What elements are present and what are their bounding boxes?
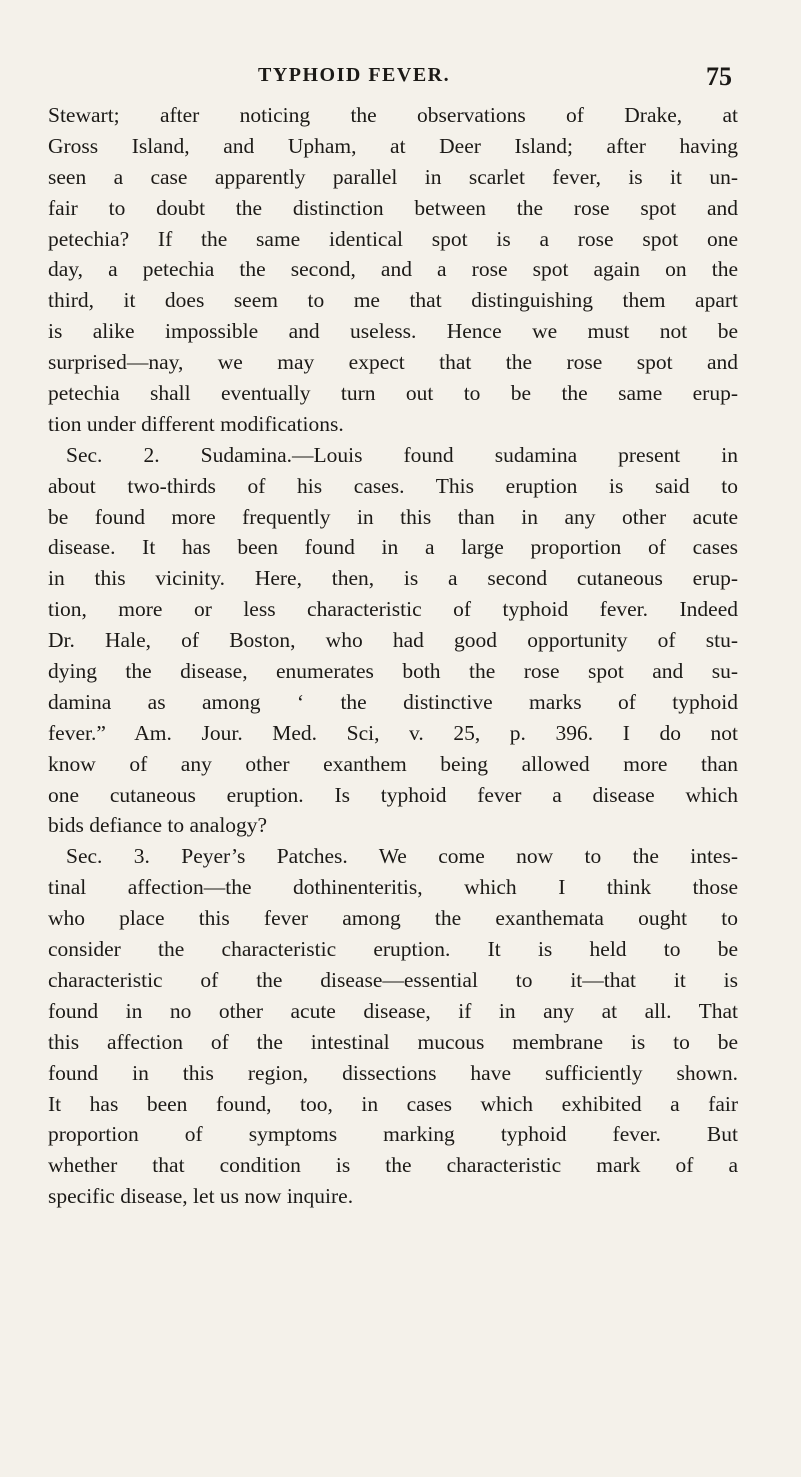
- text-line: fair to doubt the distinction between the rose spot and: [48, 195, 738, 220]
- section-3-heading-line: Sec. 3. Peyer’s Patches. We come now to the intes-: [66, 844, 738, 869]
- text-line: surprised—nay, we may expect that the rose spot and: [48, 350, 738, 375]
- text-line: tion, more or less characteristic of typhoid fever. Indeed: [48, 597, 738, 622]
- text-line: one cutaneous eruption. Is typhoid fever a disease which: [48, 782, 738, 807]
- text-line: bids defiance to analogy?: [48, 813, 268, 838]
- text-line: in this vicinity. Here, then, is a second cutaneous erup-: [48, 566, 738, 591]
- text-line: is alike impossible and useless. Hence we must not be: [48, 319, 738, 344]
- text-line: dying the disease, enumerates both the rose spot and su-: [48, 659, 738, 684]
- page-header: [0, 62, 801, 96]
- text-line: petechia shall eventually turn out to be the same erup-: [48, 381, 738, 406]
- text-line: whether that condition is the characteristic mark of a: [48, 1153, 738, 1178]
- text-line: about two-thirds of his cases. This eruption is said to: [48, 473, 738, 498]
- text-line: disease. It has been found in a large proportion of cases: [48, 535, 738, 560]
- body-text: [48, 100, 738, 1212]
- text-line: this affection of the intestinal mucous membrane is to be: [48, 1029, 738, 1054]
- citation-line: fever.” Am. Jour. Med. Sci, v. 25, p. 396. I do not: [48, 720, 738, 745]
- text-line: tion under different modifications.: [48, 411, 344, 436]
- text-line: be found more frequently in this than in any other acute: [48, 504, 738, 529]
- text-line: know of any other exanthem being allowed more than: [48, 751, 738, 776]
- text-line: third, it does seem to me that distinguishing them apart: [48, 288, 738, 313]
- text-line: day, a petechia the second, and a rose spot again on the: [48, 257, 738, 282]
- text-line: consider the characteristic eruption. It is held to be: [48, 937, 738, 962]
- running-title: TYPHOID FEVER.: [258, 64, 451, 86]
- text-line: who place this fever among the exanthemata ought to: [48, 906, 738, 931]
- text-line: proportion of symptoms marking typhoid fever. But: [48, 1122, 738, 1147]
- text-line: specific disease, let us now inquire.: [48, 1184, 354, 1209]
- page-number: 75: [706, 62, 732, 91]
- section-2-heading-line: Sec. 2. Sudamina.—Louis found sudamina present in: [66, 442, 738, 467]
- text-line: characteristic of the disease—essential to it—that it is: [48, 967, 738, 992]
- text-line: Dr. Hale, of Boston, who had good opportunity of stu-: [48, 628, 738, 653]
- text-line: tinal affection—the dothinenteritis, which I think those: [48, 875, 738, 900]
- text-line: Stewart; after noticing the observations of Drake, at: [48, 103, 738, 127]
- text-line: seen a case apparently parallel in scarlet fever, is it un-: [48, 164, 738, 189]
- text-line: damina as among ‘ the distinctive marks of typhoid: [48, 689, 738, 714]
- text-line: found in this region, dissections have sufficiently shown.: [48, 1060, 738, 1085]
- text-line: It has been found, too, in cases which exhibited a fair: [48, 1091, 738, 1116]
- text-line: Gross Island, and Upham, at Deer Island; after having: [48, 133, 738, 158]
- text-line: found in no other acute disease, if in any at all. That: [48, 998, 738, 1023]
- text-line: petechia? If the same identical spot is a rose spot one: [48, 226, 738, 251]
